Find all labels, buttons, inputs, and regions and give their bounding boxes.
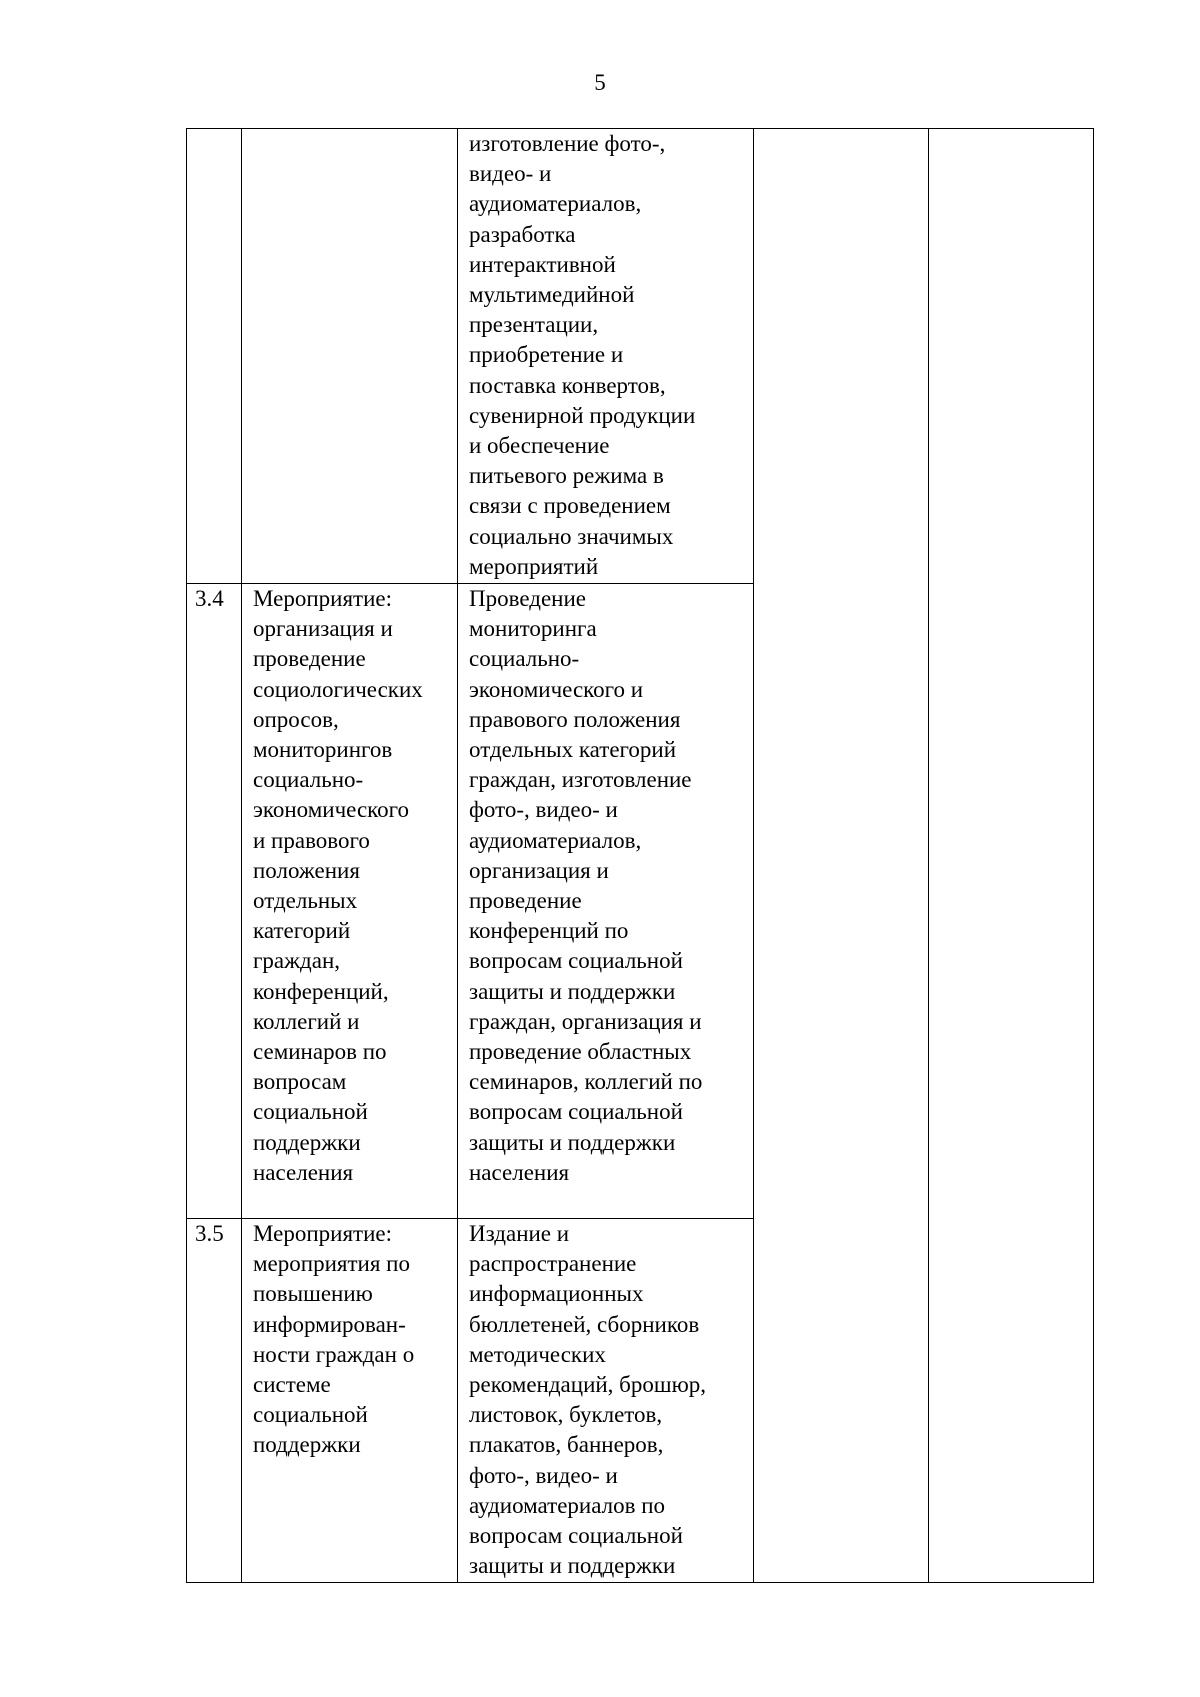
measure-description-cell bbox=[458, 584, 754, 1219]
measure-description: Издание и распространение информационных бюллетеней, сборников методических рекомендаций, брошюр, листовок, буклетов, плакатов, баннеров, фото-, видео- и аудиоматериалов по вопросам социальной защиты и поддержки bbox=[469, 1221, 707, 1579]
measure-description: Проведение мониторинга социально- экономического и правового положения отдельных категорий граждан, изготовление фото-, видео- и аудиоматериалов, организация и проведение конференций по вопросам социальной защиты и поддержки граждан, организация и проведение областных семинаров, коллегий по вопросам социальной защиты и поддержки населения bbox=[469, 586, 703, 1185]
table-row bbox=[187, 129, 1094, 584]
row-number-cell bbox=[187, 1219, 242, 1583]
measure-title: Мероприятие: мероприятия по повышению информирован- ности граждан о системе социальной поддержки bbox=[253, 1221, 415, 1458]
row-number: 3.4 bbox=[195, 586, 224, 611]
empty-column-5-cell bbox=[929, 129, 1094, 1583]
row-number-cell bbox=[187, 129, 242, 584]
measure-description-cell bbox=[458, 1219, 754, 1583]
measure-description: изготовление фото-, видео- и аудиоматериалов, разработка интерактивной мультимедийной презентации, приобретение и поставка конвертов, сувенирной продукции и обеспечение питьевого режима в связи с проведением социально значимых мероприятий bbox=[469, 131, 696, 579]
row-number: 3.5 bbox=[195, 1221, 224, 1246]
measure-title: Мероприятие: организация и проведение социологических опросов, мониторингов социально- экономического и правового положения отдельных категорий граждан, конференций, коллегий и семинаров по вопросам социальной поддержки населения bbox=[253, 586, 423, 1185]
measure-description-cell bbox=[458, 129, 754, 584]
row-number-cell bbox=[187, 584, 242, 1219]
empty-column-4-cell bbox=[754, 129, 929, 1583]
measure-title-cell bbox=[242, 1219, 458, 1583]
measure-title-cell bbox=[242, 129, 458, 584]
page-number: 5 bbox=[594, 70, 606, 95]
measure-title-cell bbox=[242, 584, 458, 1219]
measures-table bbox=[186, 128, 1094, 1583]
